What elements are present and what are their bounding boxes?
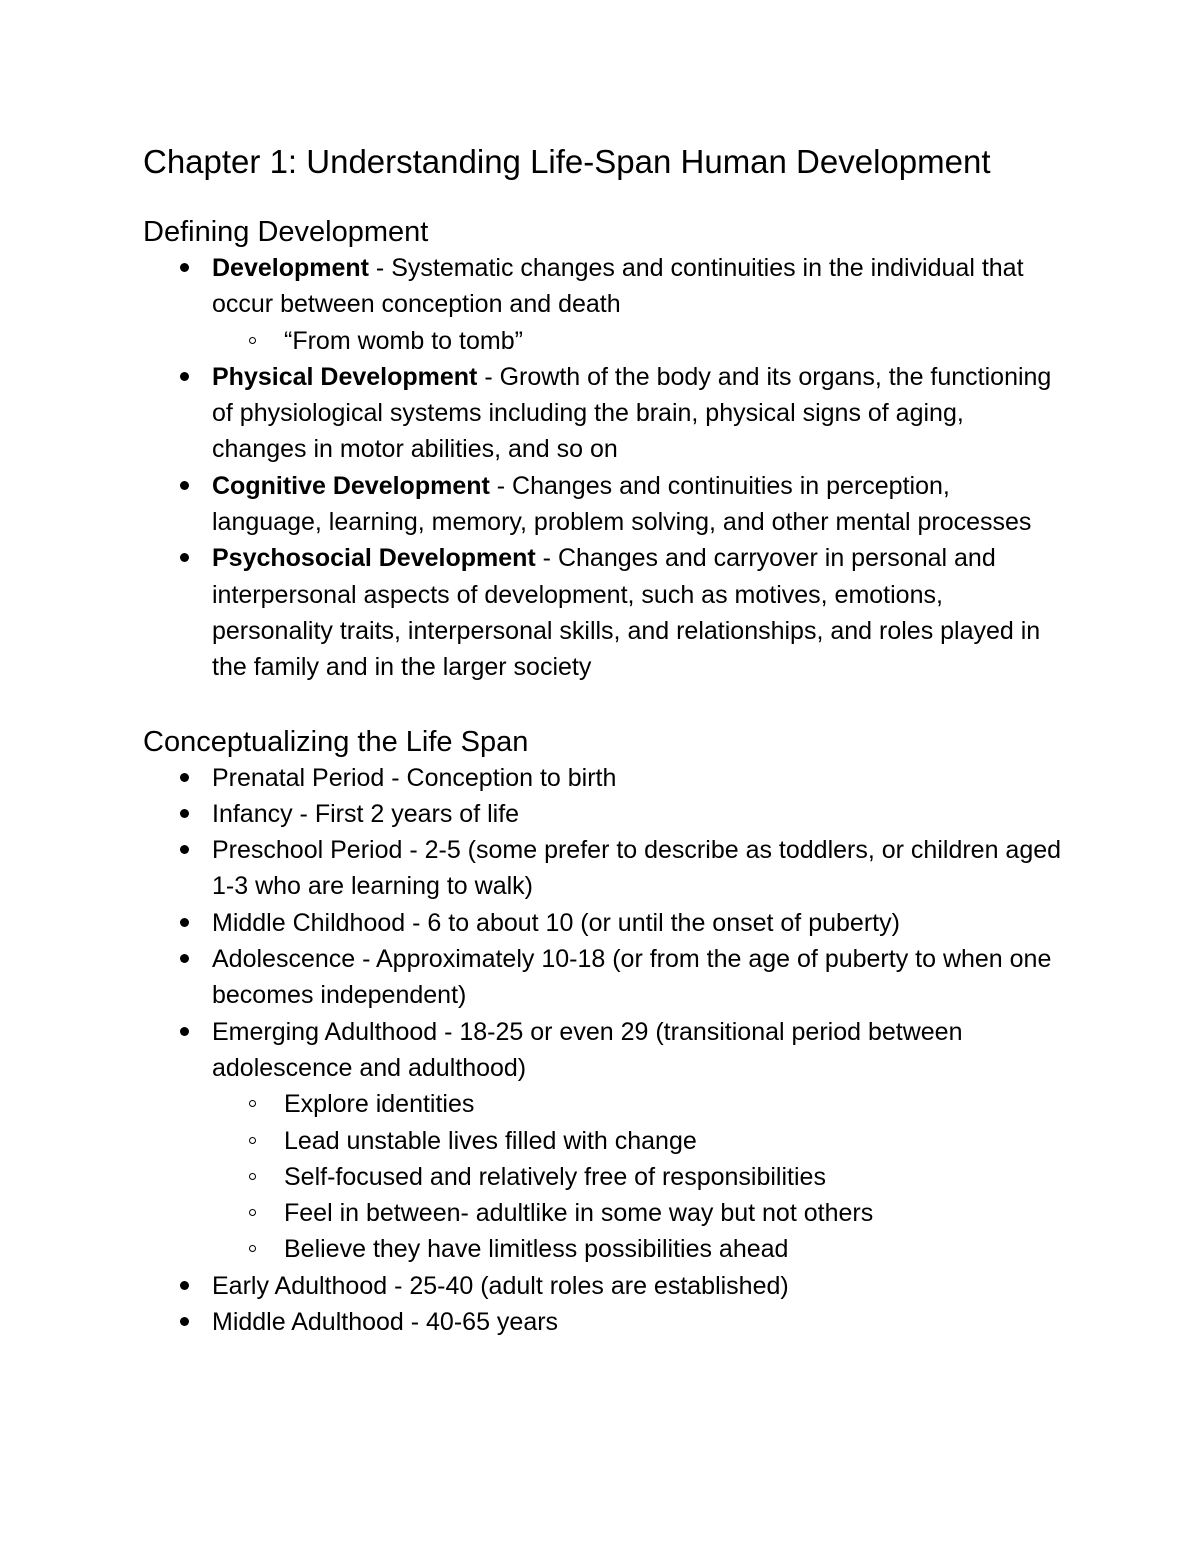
emerging-adulthood-sublist: [212, 1086, 1063, 1267]
sublist-item: [212, 1086, 1063, 1122]
bullet-dot-icon: [180, 954, 189, 963]
list-item-prenatal-period: [143, 760, 1063, 796]
list-item-infancy: [143, 796, 1063, 832]
list-item-psychosocial-development: [143, 540, 1063, 685]
sublist-item-text: Self-focused and relatively free of responsibilities: [284, 1162, 826, 1191]
term-label: Cognitive Development: [212, 471, 490, 500]
list-item-text: Middle Childhood - 6 to about 10 (or until the onset of puberty): [212, 908, 900, 937]
sublist-item-text: “From womb to tomb”: [284, 326, 523, 355]
list-item-text: Early Adulthood - 25-40 (adult roles are established): [212, 1271, 789, 1300]
bullet-dot-icon: [180, 1281, 189, 1290]
term-label: Development: [212, 254, 369, 282]
bullet-circle-icon: [249, 1209, 256, 1216]
bullet-dot-icon: [180, 918, 189, 927]
bullet-dot-icon: [180, 773, 189, 782]
list-item-physical-development: [143, 359, 1063, 468]
list-item-text: Middle Adulthood - 40-65 years: [212, 1308, 559, 1337]
term-definition: - Changes and carryover in personal and interpersonal aspects of development, such as motives, emotions, personality traits, interpersonal skills, and relationships, and roles played in the family and in the larger society: [212, 544, 1041, 682]
term-definition: - Systematic changes and continuities in the individual that occur between conception and death: [212, 254, 1024, 319]
life-span-periods-list: [143, 760, 1063, 1341]
list-item-preschool-period: [143, 832, 1063, 905]
bullet-circle-icon: [249, 337, 256, 344]
list-item-early-adulthood: [143, 1268, 1063, 1304]
section-heading-conceptualizing-life-span: Conceptualizing the Life Span: [143, 725, 529, 758]
document-page: [143, 142, 1063, 1340]
bullet-circle-icon: [249, 1245, 256, 1252]
sublist-item: [212, 1159, 1063, 1195]
sublist-item-text: Explore identities: [284, 1090, 475, 1119]
bullet-dot-icon: [180, 553, 189, 562]
list-item-text: Infancy - First 2 years of life: [212, 799, 520, 828]
sublist-item-text: Believe they have limitless possibilities ahead: [284, 1235, 789, 1264]
term-definition: - Growth of the body and its organs, the functioning of physiological systems including the brain, physical signs of aging, changes in motor abilities, and so on: [212, 362, 1052, 464]
list-item-text: Emerging Adulthood - 18-25 or even 29 (transitional period between adolescence and adulthood): [212, 1017, 963, 1082]
page-title: Chapter 1: Understanding Life-Span Human Development: [143, 143, 991, 180]
bullet-dot-icon: [180, 481, 189, 490]
list-item-text: Prenatal Period - Conception to birth: [212, 763, 617, 792]
bullet-dot-icon: [180, 372, 189, 381]
list-item-development: [143, 250, 1063, 359]
defining-development-list: [143, 250, 1063, 686]
list-item-text: Preschool Period - 2-5 (some prefer to describe as toddlers, or children aged 1-3 who are learning to walk): [212, 836, 1062, 901]
list-item-text: Adolescence - Approximately 10-18 (or from the age of puberty to when one becomes independent): [212, 945, 1052, 1010]
bullet-circle-icon: [249, 1137, 256, 1144]
bullet-dot-icon: [180, 1317, 189, 1326]
sublist-item-text: Feel in between- adultlike in some way but not others: [284, 1199, 874, 1228]
bullet-dot-icon: [180, 809, 189, 818]
sublist-item: [212, 1231, 1063, 1267]
sublist-item: [212, 1123, 1063, 1159]
list-item-middle-adulthood: [143, 1304, 1063, 1340]
bullet-dot-icon: [180, 1027, 189, 1036]
bullet-circle-icon: [249, 1100, 256, 1107]
sublist-item: [212, 323, 1063, 359]
term-label: Psychosocial Development: [212, 544, 536, 573]
bullet-circle-icon: [249, 1173, 256, 1180]
sublist-item-text: Lead unstable lives filled with change: [284, 1126, 697, 1155]
list-item-cognitive-development: [143, 468, 1063, 541]
section-heading-defining-development: Defining Development: [143, 216, 429, 248]
list-item-middle-childhood: [143, 905, 1063, 941]
bullet-dot-icon: [180, 845, 189, 854]
term-label: Physical Development: [212, 362, 478, 391]
list-item-adolescence: [143, 941, 1063, 1014]
sublist-item: [212, 1195, 1063, 1231]
bullet-dot-icon: [180, 263, 189, 272]
sublist: [212, 323, 1063, 359]
term-definition: - Changes and continuities in perception, language, learning, memory, problem solving, and other mental processes: [212, 471, 1032, 537]
list-item-emerging-adulthood: [143, 1014, 1063, 1268]
